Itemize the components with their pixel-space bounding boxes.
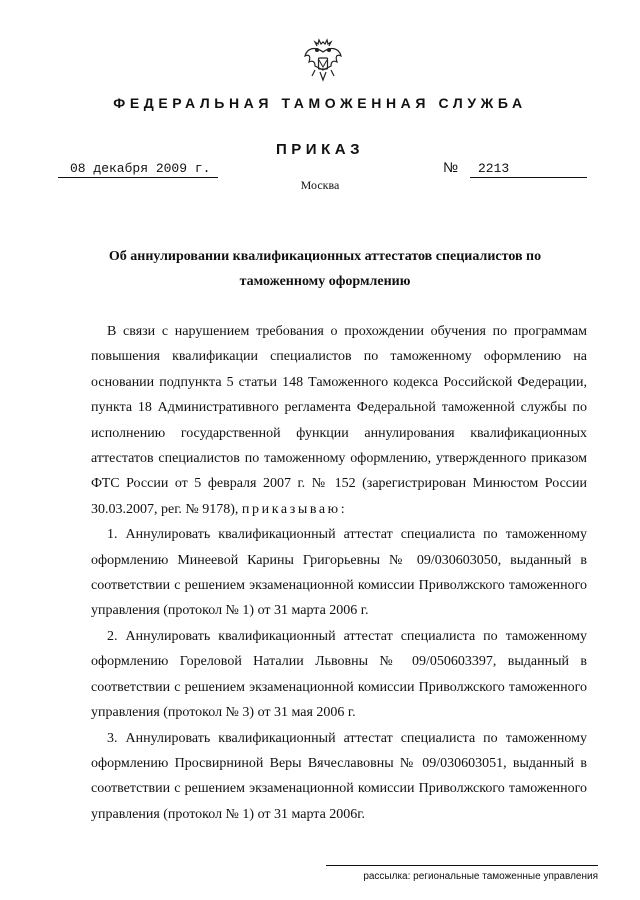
organization-name: ФЕДЕРАЛЬНАЯ ТАМОЖЕННАЯ СЛУЖБА bbox=[113, 95, 527, 111]
item-1: 1. Аннулировать квалификационный аттестат специалиста по таможенному оформлению Минеевой Карины Григорьевны № 09/030603050, выданный в соответствии с решением экзаменационной комиссии Приволжского таможенного управления (протокол № 1) от 31 марта 2006 г. bbox=[91, 527, 587, 619]
footer-divider bbox=[326, 865, 598, 866]
city: Москва bbox=[300, 178, 340, 192]
coat-of-arms-icon bbox=[303, 36, 343, 86]
document-type: ПРИКАЗ bbox=[276, 141, 364, 158]
title-line-2: таможенному оформлению bbox=[239, 274, 411, 289]
document-date: 08 декабря 2009 г. bbox=[58, 160, 218, 178]
title-line-1: Об аннулировании квалификационных аттестатов специалистов по bbox=[108, 249, 542, 264]
item-3: 3. Аннулировать квалификационный аттестат специалиста по таможенному оформлению Просвирниной Веры Вячеславовны № 09/030603051, выданный в соответствии с решением экзаменационной комиссии Приволжского таможенного управления (протокол № 1) от 31 марта 2006г. bbox=[91, 730, 587, 822]
item-2: 2. Аннулировать квалификационный аттестат специалиста по таможенному оформлению Гореловой Наталии Львовны № 09/050603397, выданный в соответствии с решением экзаменационной комиссии Приволжского таможенного управления (протокол № 3) от 31 мая 2006 г. bbox=[91, 628, 587, 721]
intro-text: В связи с нарушением требования о прохождении обучения по программам повышения квалификации специалистов по таможенному оформлению на основании подпункта 5 статьи 148 Таможенного кодекса Российской Федерации, пункта 18 Административного регламента Федеральной таможенной службы по исполнению государственной функции аннулирования квалификационных аттестатов специалистов по таможенному оформлению, утвержденного приказом ФТС России от 5 февраля 2007 г. № 152 (зарегистрирован Минюстом России 30.03.2007, рег. № 9178), bbox=[91, 324, 587, 517]
intro-paragraph bbox=[91, 319, 587, 522]
number-sign: № bbox=[443, 159, 459, 175]
document-title bbox=[60, 244, 590, 294]
distribution-list: рассылка: региональные таможенные управления bbox=[363, 871, 598, 882]
document-number: 2213 bbox=[470, 160, 587, 178]
document-body bbox=[91, 319, 587, 827]
intro-colon: : bbox=[340, 501, 345, 517]
order-word: приказываю bbox=[241, 501, 341, 517]
